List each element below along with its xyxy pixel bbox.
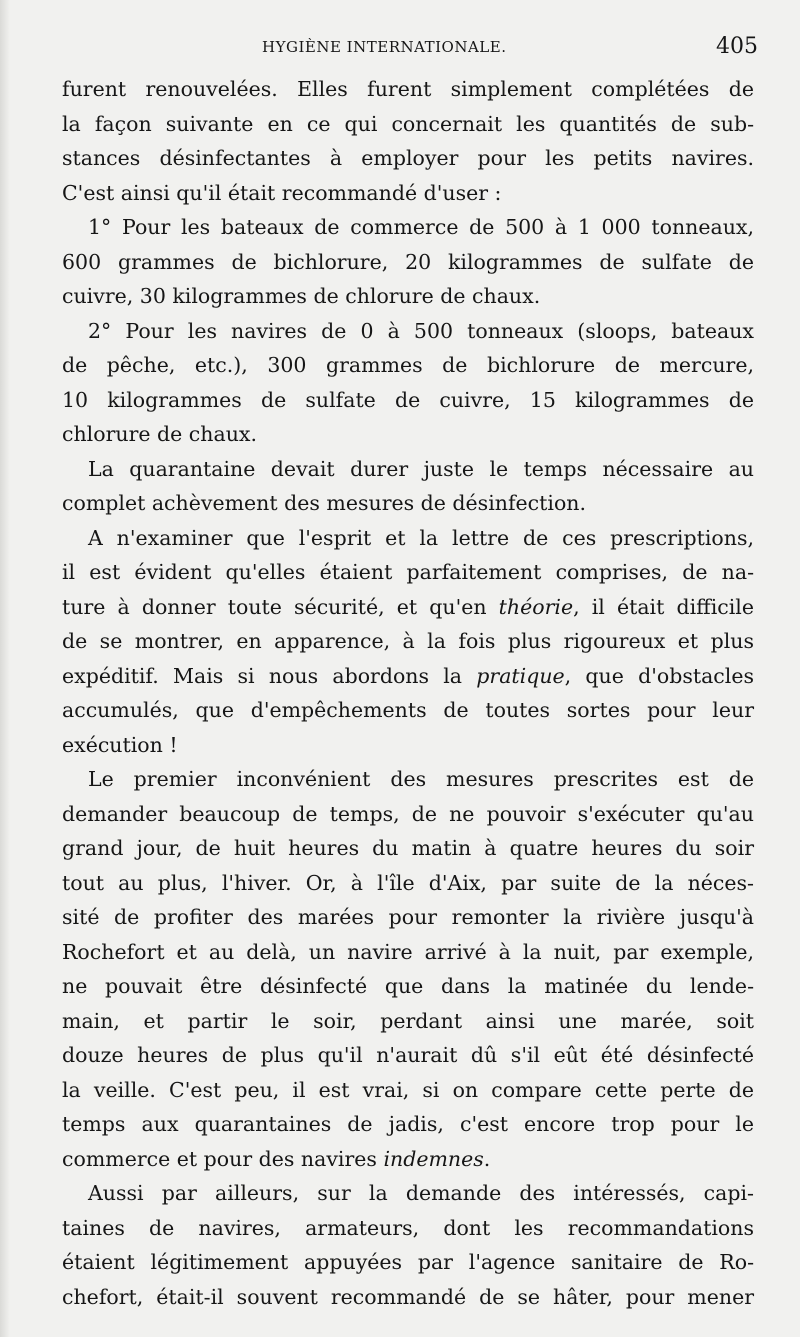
text-run: ture à donner toute sécurité, et qu'en (62, 594, 499, 619)
italic-text: théorie (498, 594, 574, 619)
text-run: , il était difficile (573, 594, 754, 619)
text-line (62, 797, 754, 832)
text-line (62, 72, 754, 107)
text-line (62, 521, 754, 556)
text-run: la veille. C'est peu, il est vrai, si on compare cette perte de (62, 1077, 754, 1102)
text-line (62, 693, 754, 728)
text-line (62, 1245, 754, 1280)
text-line (62, 1107, 754, 1142)
text-run: Le premier inconvénient des mesures prescrites est de (88, 767, 754, 791)
text-run: grand jour, de huit heures du matin à quatre heures du soir (62, 836, 754, 860)
text-line (62, 900, 754, 935)
text-line (62, 141, 754, 176)
text-run: de se montrer, en apparence, à la fois plus rigoureux et plus (62, 629, 754, 653)
text-run: , que d'obstacles (564, 663, 754, 688)
text-line (62, 245, 754, 280)
text-run: demander beaucoup de temps, de ne pouvoir s'exécuter qu'au (62, 801, 754, 826)
text-line (62, 728, 754, 763)
text-run: La quarantaine devait durer juste le temps nécessaire au (88, 456, 754, 481)
text-run: 10 kilogrammes de sulfate de cuivre, 15 kilogrammes de (62, 387, 754, 412)
running-head: HYGIÈNE INTERNATIONALE. (262, 38, 507, 56)
text-line (62, 452, 754, 487)
text-line (62, 417, 754, 452)
text-line (62, 314, 754, 349)
text-line (62, 210, 754, 245)
text-line (62, 486, 754, 521)
italic-text: pratique (476, 663, 565, 688)
text-line (62, 383, 754, 418)
text-line (62, 659, 754, 694)
text-line (62, 935, 754, 970)
page-number: 405 (716, 34, 758, 59)
italic-text: indemnes (383, 1146, 484, 1171)
text-run: commerce et pour des navires (62, 1146, 384, 1171)
text-run: Rochefort et au delà, un navire arrivé à la nuit, par exemple, (62, 939, 754, 964)
page-edge-shadow (0, 0, 10, 1337)
text-line (62, 1211, 754, 1246)
text-run: 2° Pour les navires de 0 à 500 tonneaux (sloops, bateaux (88, 318, 754, 343)
text-run: ne pouvait être désinfecté que dans la matinée du lende- (62, 974, 754, 998)
text-run: cuivre, 30 kilogrammes de chlorure de chaux. (62, 284, 541, 308)
text-run: étaient légitimement appuyées par l'agence sanitaire de Ro- (62, 1250, 754, 1274)
text-run: chlorure de chaux. (62, 422, 257, 446)
text-run: A n'examiner que l'esprit et la lettre de ces prescriptions, (88, 525, 754, 550)
text-run: la façon suivante en ce qui concernait les quantités de sub- (62, 111, 754, 136)
text-run: . (483, 1146, 491, 1171)
text-run: C'est ainsi qu'il était recommandé d'user : (62, 180, 502, 205)
text-run: sité de profiter des marées pour remonter la rivière jusqu'à (62, 905, 754, 929)
page-header (62, 34, 758, 64)
text-run: 1° Pour les bateaux de commerce de 500 à 1 000 tonneaux, (88, 215, 754, 239)
text-run: temps aux quarantaines de jadis, c'est encore trop pour le (62, 1112, 754, 1136)
text-line (62, 1176, 754, 1211)
text-line (62, 1142, 754, 1177)
text-line (62, 590, 754, 625)
text-run: main, et partir le soir, perdant ainsi une marée, soit (62, 1008, 754, 1033)
text-line (62, 1004, 754, 1039)
text-line (62, 624, 754, 659)
text-line (62, 1280, 754, 1315)
text-run: exécution ! (62, 732, 178, 757)
text-run: il est évident qu'elles étaient parfaitement comprises, de na- (62, 560, 754, 584)
text-line (62, 762, 754, 797)
text-run: accumulés, que d'empêchements de toutes sortes pour leur (62, 698, 754, 722)
text-run: expéditif. Mais si nous abordons la (62, 663, 477, 688)
text-line (62, 279, 754, 314)
text-run: taines de navires, armateurs, dont les recommandations (62, 1215, 754, 1240)
text-line (62, 176, 754, 211)
text-line (62, 1038, 754, 1073)
text-line (62, 348, 754, 383)
text-run: furent renouvelées. Elles furent simplement complétées de (62, 77, 754, 101)
text-run: de pêche, etc.), 300 grammes de bichlorure de mercure, (62, 353, 754, 377)
text-line (62, 969, 754, 1004)
text-line (62, 831, 754, 866)
text-line (62, 866, 754, 901)
text-line (62, 107, 754, 142)
text-run: Aussi par ailleurs, sur la demande des intéressés, capi- (88, 1181, 754, 1205)
text-line (62, 555, 754, 590)
text-run: complet achèvement des mesures de désinfection. (62, 491, 587, 515)
text-run: douze heures de plus qu'il n'aurait dû s'il eût été désinfecté (62, 1043, 754, 1067)
text-run: chefort, était-il souvent recommandé de se hâter, pour mener (62, 1284, 754, 1309)
text-line (62, 1073, 754, 1108)
text-run: stances désinfectantes à employer pour les petits navires. (62, 146, 754, 170)
text-run: 600 grammes de bichlorure, 20 kilogrammes de sulfate de (62, 249, 754, 274)
body-text (62, 72, 754, 1314)
text-run: tout au plus, l'hiver. Or, à l'île d'Aix, par suite de la néces- (62, 870, 754, 895)
